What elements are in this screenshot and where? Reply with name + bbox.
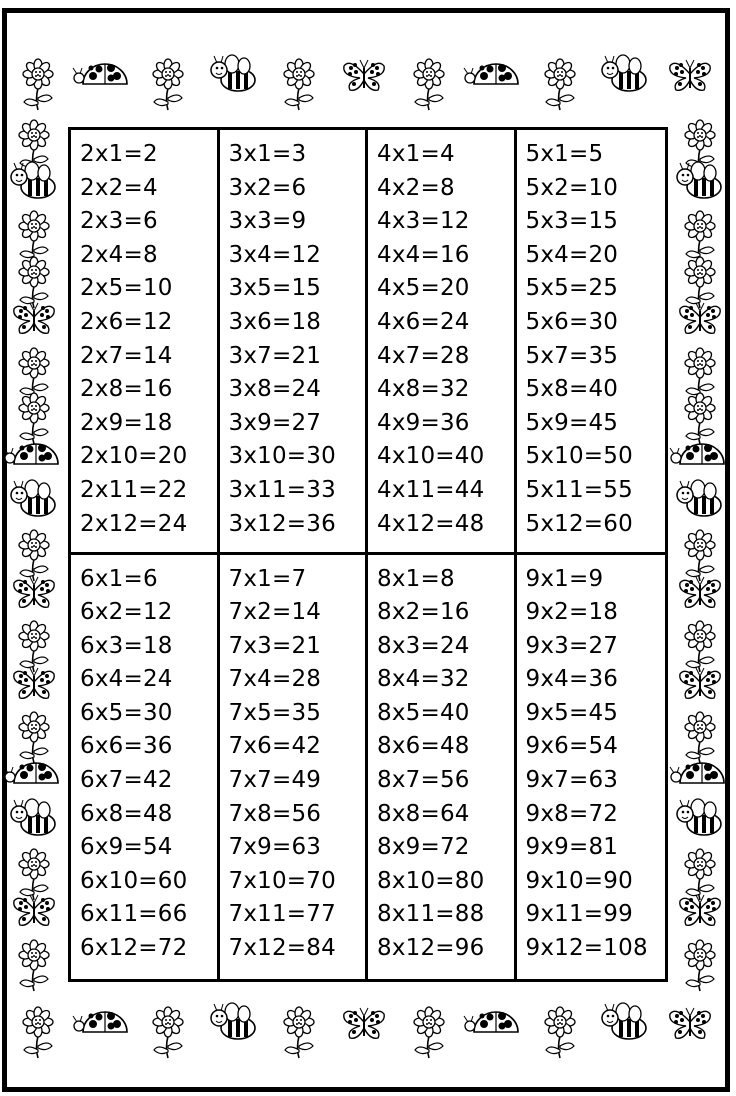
multiplication-fact: 9x11=99 [525,901,633,928]
flower-icon [685,211,715,262]
table-of-7 [220,555,369,980]
multiplication-fact: 9x1=9 [525,565,604,592]
multiplication-fact: 3x5=15 [228,275,322,302]
multiplication-fact: 7x10=70 [228,867,336,894]
bee-icon [11,799,55,835]
multiplication-fact: 7x1=7 [228,565,307,592]
multiplication-fact: 6x1=6 [80,565,158,592]
flower-icon [19,393,49,444]
multiplication-fact: 3x12=36 [228,510,336,537]
multiplication-fact: 5x9=45 [525,409,619,436]
table-of-3 [220,130,369,555]
multiplication-table-grid [68,127,668,982]
multiplication-fact: 5x2=10 [525,174,619,201]
multiplication-fact: 2x1=2 [80,141,158,167]
table-of-9 [517,555,666,980]
multiplication-fact: 2x7=14 [80,342,173,369]
multiplication-fact: 3x4=12 [228,241,322,268]
multiplication-fact: 6x6=36 [80,733,173,760]
multiplication-fact: 2x12=24 [80,510,188,537]
ladybug-icon [464,64,518,84]
ladybug-icon [73,1012,127,1032]
bee-icon [211,1003,255,1039]
flower-icon [685,393,715,444]
multiplication-fact: 3x2=6 [228,174,307,201]
multiplication-fact: 4x7=28 [377,342,470,369]
multiplication-fact: 2x11=22 [80,476,188,503]
multiplication-fact: 3x7=21 [228,342,322,369]
multiplication-fact: 2x6=12 [80,308,173,335]
butterfly-icon [680,668,720,698]
multiplication-fact: 7x7=49 [228,767,322,794]
flower-icon [19,530,49,581]
multiplication-fact: 6x8=48 [80,800,173,827]
multiplication-fact: 3x9=27 [228,409,322,436]
multiplication-fact: 7x8=56 [228,800,322,827]
flower-icon [685,530,715,581]
multiplication-fact: 4x8=32 [377,376,470,403]
multiplication-fact: 4x4=16 [377,241,470,268]
table-of-4 [368,130,517,555]
multiplication-fact: 3x6=18 [228,308,322,335]
multiplication-fact: 8x8=64 [377,800,470,827]
multiplication-fact: 4x5=20 [377,275,470,302]
multiplication-fact: 8x1=8 [377,565,455,592]
multiplication-fact: 7x9=63 [228,834,322,861]
multiplication-fact: 8x12=96 [377,935,485,962]
multiplication-fact: 5x5=25 [525,275,619,302]
multiplication-fact: 9x6=54 [525,733,619,760]
bee-icon [11,162,55,198]
ladybug-icon [4,763,58,783]
multiplication-fact: 9x4=36 [525,666,619,693]
multiplication-fact: 6x4=24 [80,666,173,693]
multiplication-fact: 2x8=16 [80,376,173,403]
multiplication-fact: 4x2=8 [377,174,455,201]
flower-icon [685,348,715,399]
multiplication-fact: 7x6=42 [228,733,322,760]
multiplication-fact: 6x7=42 [80,767,173,794]
butterfly-icon [670,1008,710,1038]
butterfly-icon [680,577,720,607]
multiplication-fact: 8x2=16 [377,599,470,626]
multiplication-fact: 2x3=6 [80,208,158,235]
multiplication-fact: 3x11=33 [228,476,336,503]
multiplication-fact: 7x5=35 [228,699,322,726]
multiplication-fact: 4x3=12 [377,208,470,235]
multiplication-fact: 4x1=4 [377,141,455,167]
multiplication-fact: 8x7=56 [377,767,470,794]
flower-icon [414,59,444,110]
multiplication-fact: 6x11=66 [80,901,188,928]
multiplication-fact: 2x10=20 [80,443,188,470]
flower-icon [545,1007,575,1058]
bee-icon [602,55,646,91]
multiplication-fact: 4x6=24 [377,308,470,335]
multiplication-fact: 5x11=55 [525,476,633,503]
flower-icon [19,348,49,399]
multiplication-fact: 6x2=12 [80,599,173,626]
multiplication-fact: 3x8=24 [228,376,322,403]
multiplication-fact: 7x2=14 [228,599,322,626]
multiplication-fact: 6x10=60 [80,867,188,894]
bee-icon [677,162,721,198]
multiplication-fact: 9x8=72 [525,800,619,827]
ladybug-icon [670,763,724,783]
multiplication-fact: 4x10=40 [377,443,485,470]
flower-icon [153,59,183,110]
bee-icon [11,480,55,516]
butterfly-icon [670,60,710,90]
multiplication-fact: 9x12=108 [525,935,648,962]
flower-icon [19,712,49,763]
multiplication-fact: 4x9=36 [377,409,470,436]
multiplication-fact: 3x1=3 [228,141,307,167]
table-of-8 [368,555,517,980]
multiplication-fact: 8x6=48 [377,733,470,760]
flower-icon [685,712,715,763]
multiplication-fact: 4x11=44 [377,476,485,503]
multiplication-fact: 7x3=21 [228,632,322,659]
butterfly-icon [14,668,54,698]
flower-icon [685,621,715,672]
multiplication-fact: 5x7=35 [525,342,619,369]
flower-icon [19,621,49,672]
flower-icon [19,257,49,308]
flower-icon [284,59,314,110]
flower-icon [414,1007,444,1058]
multiplication-fact: 2x5=10 [80,275,173,302]
flower-icon [685,940,715,991]
multiplication-fact: 2x2=4 [80,174,158,201]
multiplication-fact: 7x11=77 [228,901,336,928]
multiplication-fact: 5x10=50 [525,443,633,470]
multiplication-fact: 5x8=40 [525,376,619,403]
flower-icon [19,849,49,900]
ladybug-icon [73,64,127,84]
multiplication-fact: 6x9=54 [80,834,173,861]
multiplication-fact: 9x5=45 [525,699,619,726]
multiplication-fact: 8x11=88 [377,901,485,928]
ladybug-icon [464,1012,518,1032]
multiplication-fact: 6x3=18 [80,632,173,659]
flower-icon [23,1007,53,1058]
multiplication-fact: 9x10=90 [525,867,633,894]
multiplication-fact: 8x4=32 [377,666,470,693]
ladybug-icon [670,444,724,464]
table-of-6 [71,555,220,980]
multiplication-fact: 9x7=63 [525,767,619,794]
butterfly-icon [344,1008,384,1038]
multiplication-fact: 8x5=40 [377,699,470,726]
flower-icon [545,59,575,110]
multiplication-fact: 5x1=5 [525,141,604,167]
multiplication-fact: 6x5=30 [80,699,173,726]
multiplication-fact: 8x3=24 [377,632,470,659]
multiplication-fact: 2x4=8 [80,241,158,268]
table-of-5 [517,130,666,555]
bee-icon [677,799,721,835]
multiplication-fact: 3x3=9 [228,208,307,235]
flower-icon [23,59,53,110]
multiplication-fact: 5x3=15 [525,208,619,235]
multiplication-fact: 5x12=60 [525,510,633,537]
table-of-2 [71,130,220,555]
flower-icon [685,257,715,308]
multiplication-fact: 5x4=20 [525,241,619,268]
bee-icon [602,1003,646,1039]
multiplication-fact: 8x9=72 [377,834,470,861]
flower-icon [19,940,49,991]
multiplication-fact: 9x9=81 [525,834,619,861]
flower-icon [153,1007,183,1058]
bee-icon [211,55,255,91]
multiplication-fact: 8x10=80 [377,867,485,894]
multiplication-fact: 9x3=27 [525,632,619,659]
bee-icon [677,480,721,516]
flower-icon [685,849,715,900]
multiplication-fact: 2x9=18 [80,409,173,436]
butterfly-icon [344,60,384,90]
multiplication-fact: 7x12=84 [228,935,336,962]
multiplication-fact: 6x12=72 [80,935,188,962]
butterfly-icon [14,577,54,607]
ladybug-icon [4,444,58,464]
flower-icon [284,1007,314,1058]
flower-icon [19,211,49,262]
multiplication-fact: 7x4=28 [228,666,322,693]
multiplication-fact: 3x10=30 [228,443,336,470]
multiplication-fact: 5x6=30 [525,308,619,335]
multiplication-fact: 4x12=48 [377,510,485,537]
multiplication-fact: 9x2=18 [525,599,619,626]
